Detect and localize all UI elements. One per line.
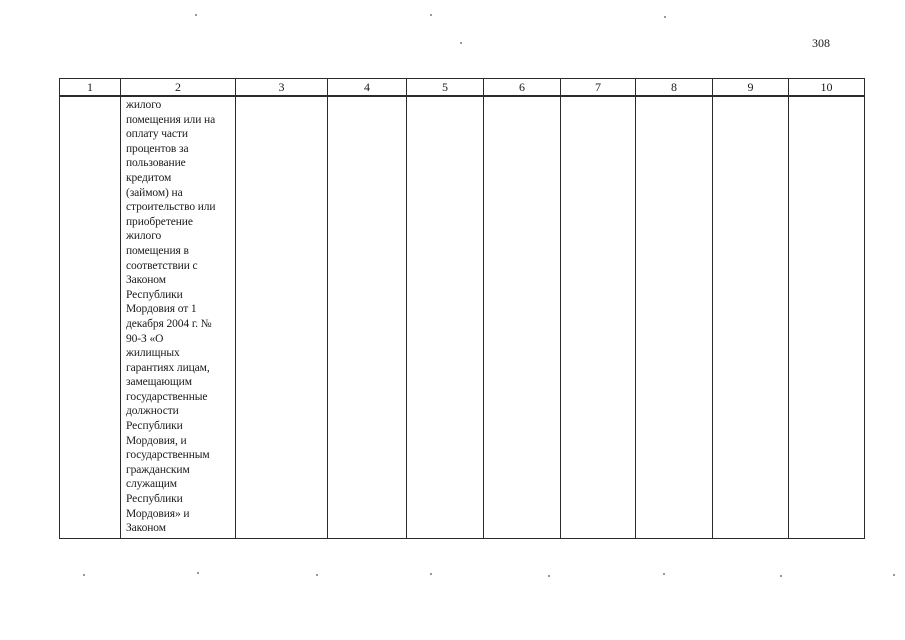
column-header-8: 8 [636, 79, 713, 97]
scan-speck [197, 572, 199, 574]
cell-text [407, 97, 483, 98]
scan-speck [430, 573, 432, 575]
table-cell-col5 [407, 96, 484, 539]
scan-speck [664, 16, 666, 18]
table-cell-col9 [713, 96, 789, 539]
table-cell-col2 [121, 96, 236, 539]
column-header-6: 6 [484, 79, 561, 97]
column-header-3: 3 [236, 79, 328, 97]
table-row [60, 96, 865, 539]
table-cell-col6 [484, 96, 561, 539]
table-cell-col4 [328, 96, 407, 539]
cell-text [328, 97, 406, 98]
scan-speck [663, 573, 665, 575]
scan-speck [316, 574, 318, 576]
column-header-10: 10 [789, 79, 865, 97]
table-cell-col7 [561, 96, 636, 539]
cell-text [789, 97, 864, 98]
table-cell-col3 [236, 96, 328, 539]
cell-text [484, 97, 560, 98]
column-header-1: 1 [60, 79, 121, 97]
cell-text: жилого помещения или на оплату части процентов за пользование кредитом (займом) на строительство или приобретение жилого помещения в соответствии с Законом Республики Мордовия от 1 декабря 2004 г. № 90-З «О жилищных гарантиях лицам, замещающим государственные должности Республики Мордовия, и государственным гражданским служащим Республики Мордовия» и Законом [126, 99, 216, 535]
cell-text [236, 97, 327, 98]
cell-text [713, 97, 788, 98]
scan-speck [893, 574, 895, 576]
table-cell-col8 [636, 96, 713, 539]
header-row [60, 79, 865, 97]
scan-speck [195, 14, 197, 16]
scan-speck [83, 574, 85, 576]
cell-text [561, 97, 635, 98]
scan-speck [780, 575, 782, 577]
scan-speck [460, 42, 462, 44]
table-cell-col1 [60, 96, 121, 539]
column-header-4: 4 [328, 79, 407, 97]
column-header-9: 9 [713, 79, 789, 97]
data-table [59, 78, 865, 539]
column-header-2: 2 [121, 79, 236, 97]
page-number: 308 [812, 36, 830, 50]
table-cell-col10 [789, 96, 865, 539]
scan-speck [548, 575, 550, 577]
column-header-7: 7 [561, 79, 636, 97]
scan-speck [430, 14, 432, 16]
cell-text [60, 97, 120, 98]
column-header-5: 5 [407, 79, 484, 97]
cell-text [636, 97, 712, 98]
